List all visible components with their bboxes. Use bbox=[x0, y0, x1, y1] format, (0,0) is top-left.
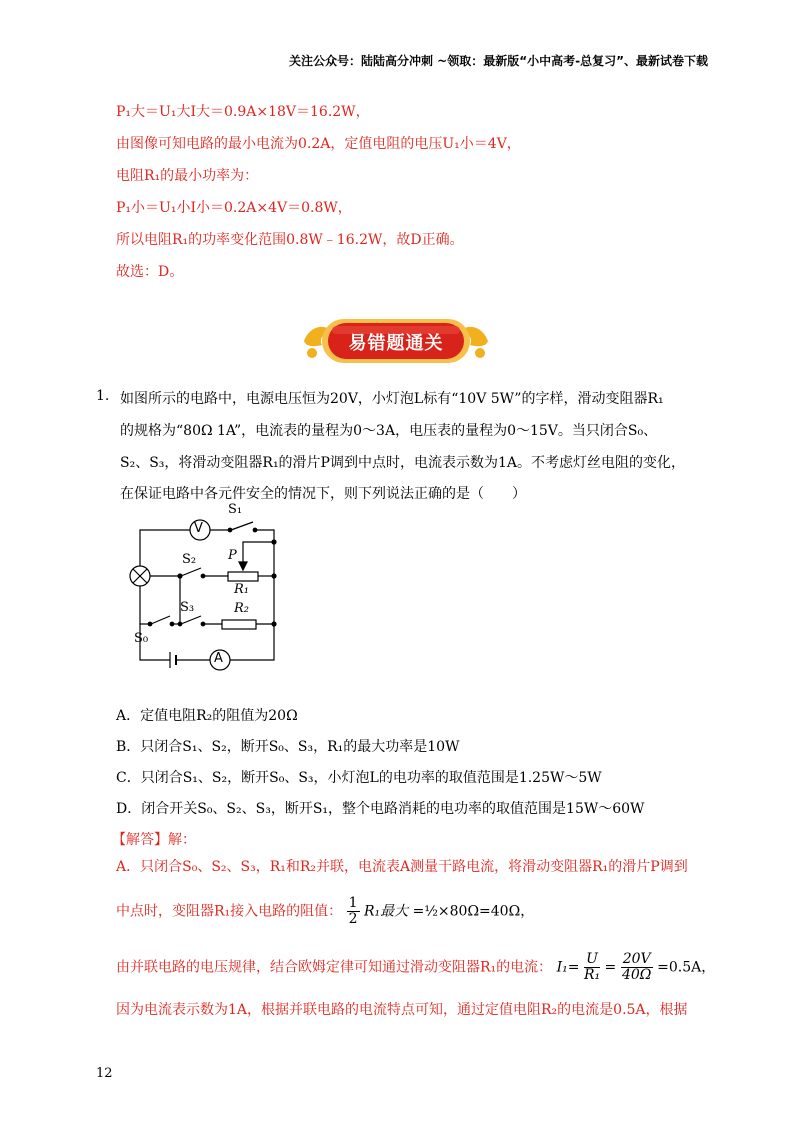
question-line-3: S₂、S₃，将滑动变阻器R₁的滑片P调到中点时，电流表示数为1A。不考虑灯丝电阻的变化， bbox=[120, 455, 685, 471]
equation-1-rest: =½×80Ω=40Ω， bbox=[412, 903, 535, 920]
page-header: 关注公众号：陆陆高分冲刺 ~领取：最新版“小中高考-总复习”、最新试卷下载 bbox=[289, 54, 708, 68]
equation-2-equals: = bbox=[604, 959, 617, 976]
solution-line-3: 电阻R₁的最小功率为： bbox=[116, 168, 259, 184]
banner-title: 易错题通关 bbox=[348, 333, 444, 354]
equation-2-fraction-1 bbox=[584, 952, 600, 983]
answer-line-1: A．只闭合S₀、S₂、S₃，R₁和R₂并联，电流表A测量干路电流，将滑动变阻器R₁的滑片P调到 bbox=[116, 859, 688, 875]
equation-1-num: 1 bbox=[348, 895, 358, 911]
switch-s3-label: S₃ bbox=[180, 600, 195, 615]
solution-line-4: P₁小＝U₁小I小＝0.2A×4V＝0.8W， bbox=[116, 200, 352, 216]
equation-1-fraction bbox=[347, 896, 360, 927]
resistor-r1-label: R₁ bbox=[234, 582, 249, 597]
solution-line-2: 由图像可知电路的最小电流为0.2A，定值电阻的电压U₁小＝4V， bbox=[116, 136, 521, 152]
option-a: A．定值电阻R₂的阻值为20Ω bbox=[116, 708, 298, 724]
page-number: 12 bbox=[96, 1066, 113, 1081]
equation-2-den-1: R₁ bbox=[583, 967, 601, 983]
equation-1-term: R₁最大 bbox=[363, 903, 409, 920]
option-d: D．闭合开关S₀、S₂、S₃，断开S₁，整个电路消耗的电功率的取值范围是15W～60W bbox=[116, 801, 645, 817]
switch-s0-label: S₀ bbox=[134, 631, 149, 646]
section-banner bbox=[296, 313, 496, 369]
slider-p-label: P bbox=[228, 548, 237, 563]
question-line-4: 在保证电路中各元件安全的情况下，则下列说法正确的是（ ） bbox=[120, 486, 526, 502]
equation-2-num-2: 20V bbox=[622, 951, 651, 967]
question-line-2: 的规格为“80Ω 1A”，电流表的量程为0～3A，电压表的量程为0～15V。当只闭合S₀、 bbox=[120, 423, 658, 439]
question-number: 1. bbox=[96, 388, 110, 404]
equation-2-num-1: U bbox=[584, 952, 600, 968]
solution-line-1: P₁大＝U₁大I大＝0.9A×18V＝16.2W， bbox=[116, 104, 370, 120]
equation-2-den-2: 40Ω bbox=[621, 967, 652, 983]
circuit-diagram bbox=[110, 500, 290, 680]
answer-line-3 bbox=[116, 952, 715, 983]
option-c: C．只闭合S₁、S₂，断开S₀、S₃，小灯泡L的电功率的取值范围是1.25W～5W bbox=[116, 770, 602, 786]
option-b: B．只闭合S₁、S₂，断开S₀、S₃，R₁的最大功率是10W bbox=[116, 739, 460, 755]
resistor-r2-label: R₂ bbox=[234, 601, 249, 616]
voltmeter-label: V bbox=[194, 521, 203, 536]
answer-line-2 bbox=[116, 896, 534, 927]
question-line-1: 如图所示的电路中，电源电压恒为20V，小灯泡L标有“10V 5W”的字样，滑动变阻器R₁ bbox=[120, 391, 664, 407]
equation-2-lhs: I₁= bbox=[556, 959, 580, 976]
answer-line-3-prefix: 由并联电路的电压规律，结合欧姆定律可知通过滑动变阻器R₁的电流： bbox=[116, 959, 553, 976]
solution-line-5: 所以电阻R₁的功率变化范围0.8W﹣16.2W，故D正确。 bbox=[116, 232, 464, 248]
answer-tag: 【解答】解： bbox=[112, 832, 196, 848]
switch-s2-label: S₂ bbox=[182, 552, 197, 567]
equation-2-rest: =0.5A， bbox=[657, 959, 716, 976]
equation-2-fraction-2 bbox=[621, 952, 653, 983]
switch-s1-label: S₁ bbox=[228, 502, 243, 517]
answer-line-2-prefix: 中点时，变阻器R₁接入电路的阻值： bbox=[116, 903, 343, 920]
answer-line-4: 因为电流表示数为1A，根据并联电路的电流特点可知，通过定值电阻R₂的电流是0.5A，根据 bbox=[116, 1002, 688, 1018]
solution-line-6: 故选：D。 bbox=[116, 264, 184, 280]
ammeter-label: A bbox=[214, 651, 223, 666]
equation-1-den: 2 bbox=[348, 911, 358, 927]
